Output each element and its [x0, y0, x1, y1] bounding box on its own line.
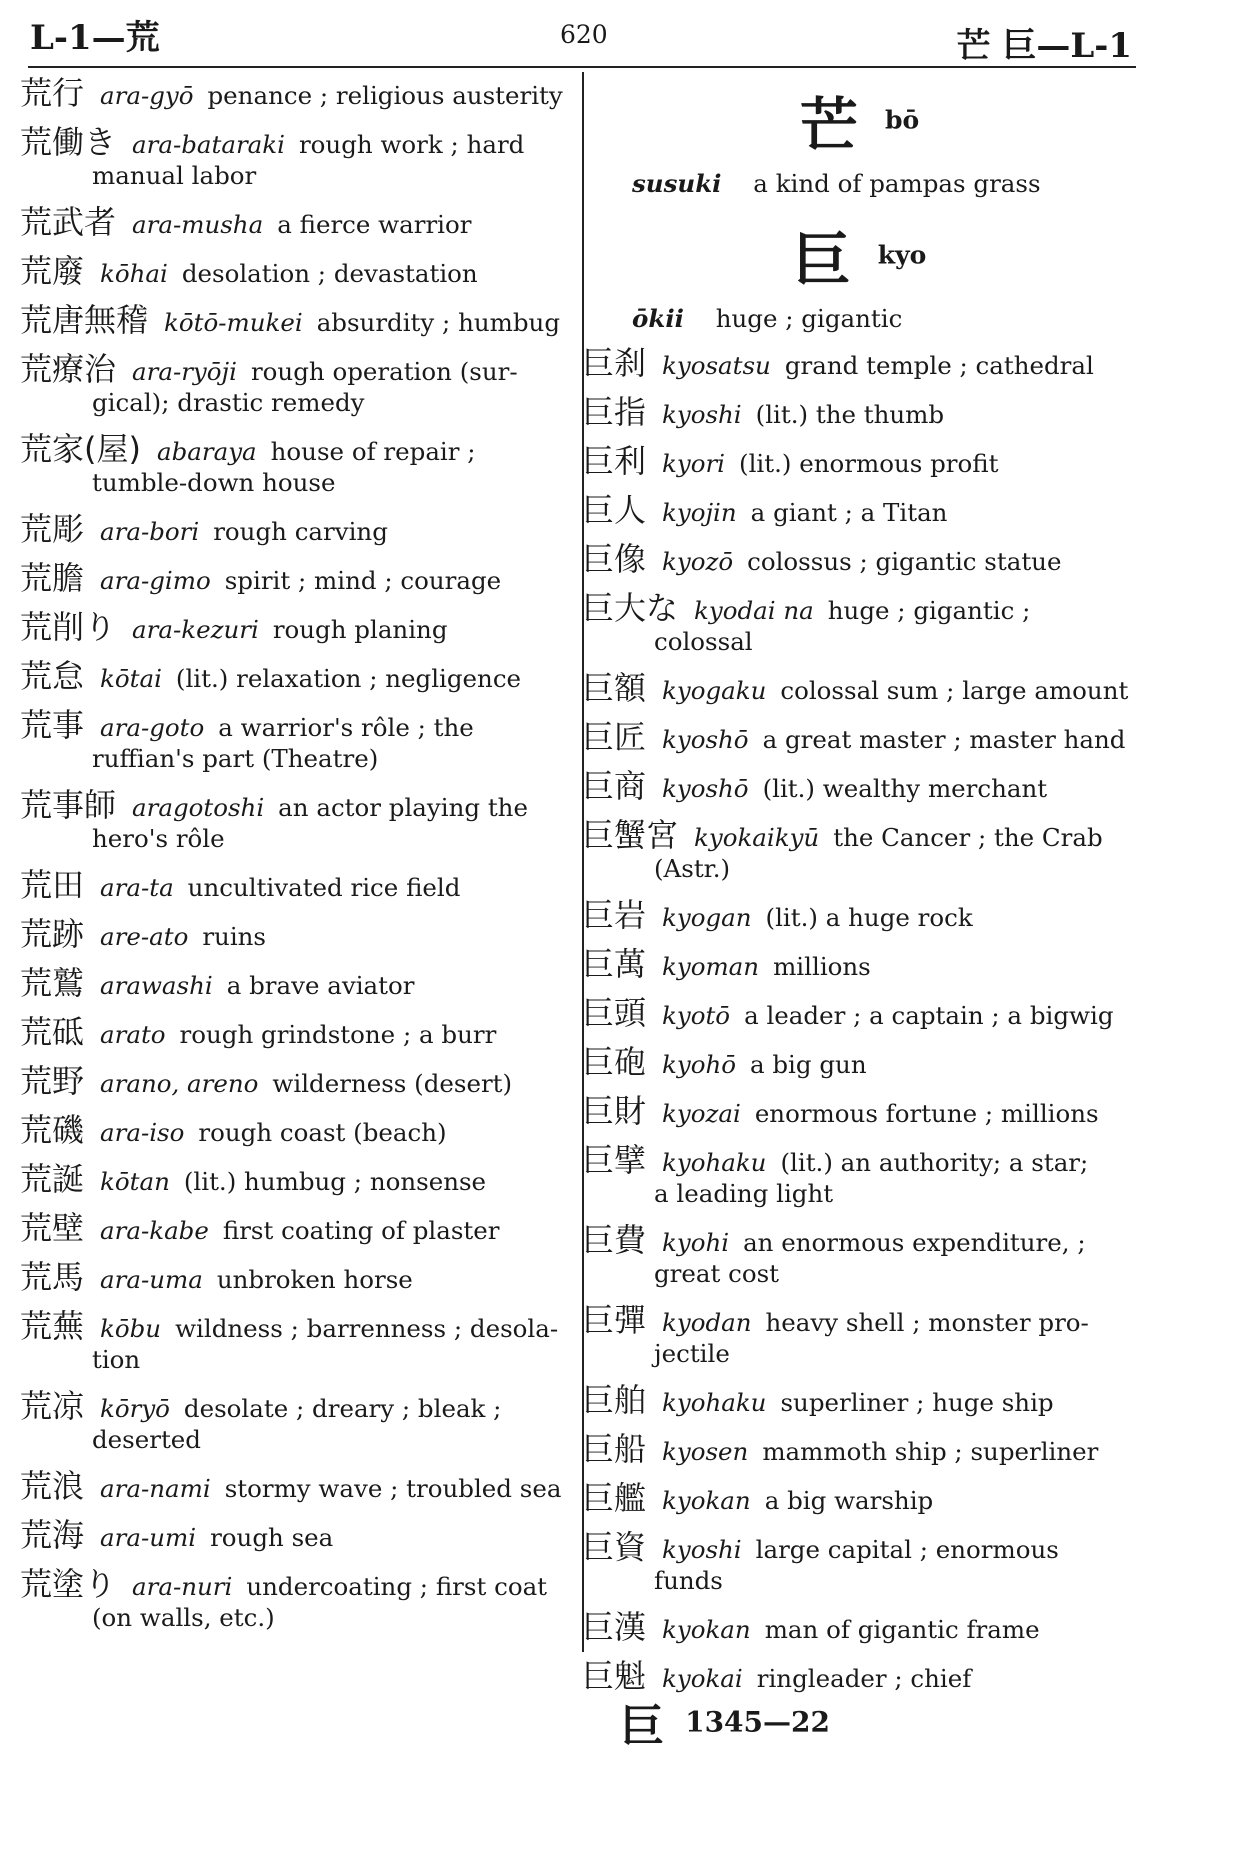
dictionary-entry — [20, 866, 565, 904]
entry-gloss: a great master ; master hand — [762, 725, 1126, 754]
entry-romaji: ara-iso — [100, 1118, 185, 1147]
dictionary-entry — [582, 393, 1137, 431]
entry-gloss-continued: a leading light — [654, 1179, 834, 1208]
right-entry-list — [582, 344, 1137, 1695]
entry-romaji: kyoshi — [662, 1535, 742, 1564]
entry-romaji: ara-kezuri — [132, 615, 259, 644]
entry-kanji: 荒磯 — [20, 1111, 85, 1149]
entry-gloss: first coating of plaster — [222, 1216, 500, 1245]
headword-bo — [582, 78, 1137, 162]
entry-gloss-continued: tion — [92, 1345, 141, 1374]
dictionary-entry — [20, 1013, 565, 1051]
headword-meaning: a kind of pampas grass — [753, 169, 1041, 198]
entry-gloss-continued: tumble-down house — [92, 468, 336, 497]
entry-kanji: 巨匠 — [582, 718, 647, 756]
dictionary-entry — [582, 994, 1137, 1032]
entry-romaji: kyoshō — [662, 774, 749, 803]
header-right-guide: 芒 巨—L-1 — [956, 26, 1132, 66]
dictionary-entry — [582, 816, 1137, 884]
entry-gloss: man of gigantic frame — [764, 1615, 1040, 1644]
entry-kanji: 巨資 — [582, 1528, 647, 1566]
entry-romaji: ara-musha — [132, 210, 264, 239]
dictionary-entry — [20, 915, 565, 953]
dictionary-entry — [20, 510, 565, 548]
entry-kanji: 巨像 — [582, 540, 647, 578]
entry-gloss: wildness ; barrenness ; desola- — [175, 1314, 559, 1343]
dictionary-entry — [582, 491, 1137, 529]
entry-gloss: rough grindstone ; a burr — [179, 1020, 497, 1049]
dictionary-entry — [20, 252, 565, 290]
entry-gloss: rough work ; hard — [298, 130, 525, 159]
dictionary-entry — [582, 589, 1137, 657]
footer-reference — [620, 1690, 830, 1754]
entry-romaji: kyokan — [662, 1486, 751, 1515]
entry-kanji: 荒馬 — [20, 1258, 85, 1296]
entry-gloss: (lit.) the thumb — [755, 400, 945, 429]
dictionary-entry — [20, 123, 565, 191]
entry-kanji: 荒凉 — [20, 1387, 85, 1425]
entry-romaji: ara-gyō — [100, 81, 194, 110]
dictionary-entry — [20, 1258, 565, 1296]
entry-gloss: heavy shell ; monster pro- — [765, 1308, 1089, 1337]
entry-kanji: 荒浪 — [20, 1467, 85, 1505]
entry-kanji: 荒野 — [20, 1062, 85, 1100]
entry-gloss: grand temple ; cathedral — [784, 351, 1094, 380]
entry-kanji: 荒事 — [20, 706, 85, 744]
entry-kanji: 荒塗り — [20, 1565, 117, 1603]
entry-romaji: kyohaku — [662, 1388, 767, 1417]
entry-gloss: huge ; gigantic ; — [827, 596, 1031, 625]
dictionary-entry — [582, 1301, 1137, 1369]
entry-kanji: 巨彈 — [582, 1301, 647, 1339]
entry-kanji: 巨船 — [582, 1430, 647, 1468]
dictionary-entry — [582, 1221, 1137, 1289]
entry-romaji: kyokaikyū — [694, 823, 820, 852]
entry-gloss: rough carving — [213, 517, 388, 546]
entry-kanji: 巨艦 — [582, 1479, 647, 1517]
entry-gloss: ruins — [202, 922, 267, 951]
entry-romaji: kōryō — [100, 1394, 170, 1423]
entry-gloss-continued: gical); drastic remedy — [92, 388, 365, 417]
entry-gloss: rough coast (beach) — [198, 1118, 447, 1147]
dictionary-entry — [20, 1516, 565, 1554]
headword-gloss — [582, 168, 1137, 199]
entry-kanji: 巨萬 — [582, 945, 647, 983]
entry-kanji: 巨大な — [582, 589, 679, 627]
dictionary-entry — [20, 964, 565, 1002]
entry-gloss-continued: (on walls, etc.) — [92, 1603, 275, 1632]
dictionary-entry — [20, 1307, 565, 1375]
entry-kanji: 荒働き — [20, 123, 117, 161]
entry-kanji: 荒誕 — [20, 1160, 85, 1198]
dictionary-entry — [582, 1381, 1137, 1419]
entry-gloss: an enormous expenditure, ; — [743, 1228, 1086, 1257]
entry-romaji: ara-goto — [100, 713, 205, 742]
dictionary-entry — [20, 430, 565, 498]
entry-kanji: 荒武者 — [20, 203, 117, 241]
dictionary-entry — [582, 1430, 1137, 1468]
headword-reading: bō — [884, 105, 920, 135]
entry-kanji: 荒事師 — [20, 786, 117, 824]
headword-kanji: 芒 — [799, 91, 858, 159]
entry-gloss: colossal sum ; large amount — [780, 676, 1129, 705]
entry-romaji: kyoman — [662, 952, 760, 981]
dictionary-entry — [20, 1387, 565, 1455]
entry-gloss: (lit.) wealthy merchant — [762, 774, 1048, 803]
entry-gloss: desolate ; dreary ; bleak ; — [183, 1394, 502, 1423]
entry-gloss: uncultivated rice field — [187, 873, 461, 902]
entry-kanji: 荒鷲 — [20, 964, 85, 1002]
entry-romaji: kyotō — [662, 1001, 731, 1030]
entry-gloss-continued: deserted — [92, 1425, 201, 1454]
dictionary-entry — [20, 1209, 565, 1247]
entry-gloss: penance ; religious austerity — [207, 81, 563, 110]
entry-gloss: colossus ; gigantic statue — [747, 547, 1062, 576]
entry-romaji: kyogaku — [662, 676, 767, 705]
header-rule — [28, 66, 1136, 68]
dictionary-entry — [20, 657, 565, 695]
dictionary-entry — [582, 442, 1137, 480]
dictionary-entry — [20, 203, 565, 241]
entry-kanji: 巨人 — [582, 491, 647, 529]
entry-gloss: ringleader ; chief — [756, 1664, 972, 1693]
entry-romaji: kōhai — [100, 259, 168, 288]
entry-kanji: 荒彫 — [20, 510, 85, 548]
entry-romaji: arawashi — [100, 971, 213, 1000]
entry-kanji: 荒田 — [20, 866, 85, 904]
dictionary-entry — [20, 786, 565, 854]
page-number: 620 — [560, 20, 608, 49]
entry-romaji: aragotoshi — [132, 793, 265, 822]
entry-kanji: 荒跡 — [20, 915, 85, 953]
entry-romaji: kyodan — [662, 1308, 752, 1337]
dictionary-entry — [582, 1043, 1137, 1081]
footer-kanji: 巨 — [620, 1701, 664, 1752]
entry-kanji: 巨商 — [582, 767, 647, 805]
entry-romaji: kyori — [662, 449, 726, 478]
entry-romaji: kyogan — [662, 903, 752, 932]
headword-romaji: ōkii — [632, 304, 684, 333]
dictionary-entry — [20, 1062, 565, 1100]
dictionary-entry — [20, 1111, 565, 1149]
entry-kanji: 巨利 — [582, 442, 647, 480]
headword-kyo — [582, 213, 1137, 297]
entry-romaji: abaraya — [156, 437, 257, 466]
dictionary-entry — [582, 1479, 1137, 1517]
entry-kanji: 荒療治 — [20, 350, 117, 388]
entry-kanji: 巨刹 — [582, 344, 647, 382]
entry-romaji: kyohō — [662, 1050, 736, 1079]
headword-romaji: susuki — [632, 169, 722, 198]
entry-romaji: kōbu — [100, 1314, 162, 1343]
entry-gloss: (lit.) an authority; a star; — [780, 1148, 1089, 1177]
dictionary-entry — [20, 74, 565, 112]
dictionary-entry — [582, 1141, 1137, 1209]
entry-romaji: arano, areno — [100, 1069, 259, 1098]
dictionary-entry — [582, 1528, 1137, 1596]
entry-kanji: 巨額 — [582, 669, 647, 707]
entry-romaji: kyozai — [662, 1099, 741, 1128]
entry-romaji: kyoshō — [662, 725, 749, 754]
dictionary-entry — [20, 1467, 565, 1505]
entry-gloss: enormous fortune ; millions — [754, 1099, 1099, 1128]
entry-romaji: ara-bataraki — [132, 130, 285, 159]
dictionary-entry — [20, 1565, 565, 1633]
entry-romaji: ara-gimo — [100, 566, 211, 595]
entry-gloss: spirit ; mind ; courage — [224, 566, 502, 595]
entry-kanji: 巨舶 — [582, 1381, 647, 1419]
entry-kanji: 荒削り — [20, 608, 117, 646]
entry-gloss: rough planing — [272, 615, 448, 644]
entry-gloss: (lit.) enormous profit — [739, 449, 999, 478]
headword-meaning: huge ; gigantic — [715, 304, 903, 333]
entry-romaji: kyokai — [662, 1664, 743, 1693]
entry-kanji: 巨岩 — [582, 896, 647, 934]
dictionary-entry — [582, 669, 1137, 707]
entry-kanji: 荒唐無稽 — [20, 301, 149, 339]
entry-kanji: 荒廢 — [20, 252, 85, 290]
entry-kanji: 巨指 — [582, 393, 647, 431]
entry-gloss: (lit.) a huge rock — [765, 903, 973, 932]
headword-kanji: 巨 — [792, 226, 851, 294]
headword-reading: kyo — [877, 240, 927, 270]
page-header — [0, 0, 1247, 72]
entry-gloss: stormy wave ; troubled sea — [224, 1474, 562, 1503]
footer-code: 1345—22 — [685, 1705, 830, 1739]
entry-romaji: kyokan — [662, 1615, 751, 1644]
dictionary-entry — [20, 301, 565, 339]
dictionary-entry — [582, 1092, 1137, 1130]
entry-gloss: a brave aviator — [226, 971, 415, 1000]
dictionary-entry — [582, 540, 1137, 578]
dictionary-entry — [20, 1160, 565, 1198]
dictionary-entry — [582, 896, 1137, 934]
entry-gloss: absurdity ; humbug — [316, 308, 561, 337]
entry-romaji: are-ato — [100, 922, 189, 951]
left-column — [20, 74, 565, 1649]
entry-kanji: 荒怠 — [20, 657, 85, 695]
entry-gloss: superliner ; huge ship — [780, 1388, 1054, 1417]
entry-romaji: ara-umi — [100, 1523, 197, 1552]
entry-gloss-continued: funds — [654, 1566, 723, 1595]
entry-romaji: kōtan — [100, 1167, 170, 1196]
entry-gloss: unbroken horse — [216, 1265, 413, 1294]
entry-kanji: 荒砥 — [20, 1013, 85, 1051]
entry-kanji: 荒膽 — [20, 559, 85, 597]
entry-romaji: kyohaku — [662, 1148, 767, 1177]
entry-kanji: 荒海 — [20, 1516, 85, 1554]
entry-gloss: mammoth ship ; superliner — [762, 1437, 1099, 1466]
entry-gloss: rough sea — [210, 1523, 334, 1552]
entry-romaji: kyosen — [662, 1437, 749, 1466]
dictionary-entry — [20, 559, 565, 597]
entry-romaji: kyodai na — [694, 596, 814, 625]
entry-romaji: kōtō-mukei — [164, 308, 303, 337]
entry-gloss: a warrior's rôle ; the — [218, 713, 474, 742]
entry-romaji: kyozō — [662, 547, 734, 576]
entry-gloss: a giant ; a Titan — [750, 498, 948, 527]
entry-romaji: arato — [100, 1020, 166, 1049]
entry-romaji: kyohi — [662, 1228, 730, 1257]
entry-kanji: 巨費 — [582, 1221, 647, 1259]
entry-kanji: 巨頭 — [582, 994, 647, 1032]
entry-gloss: house of repair ; — [270, 437, 476, 466]
entry-gloss-continued: colossal — [654, 627, 753, 656]
entry-romaji: ara-ta — [100, 873, 174, 902]
entry-kanji: 巨蟹宮 — [582, 816, 679, 854]
entry-gloss: undercoating ; first coat — [246, 1572, 548, 1601]
entry-kanji: 巨財 — [582, 1092, 647, 1130]
entry-gloss: rough operation (sur- — [250, 357, 518, 386]
entry-gloss: a big gun — [749, 1050, 867, 1079]
entry-gloss: millions — [773, 952, 871, 981]
entry-romaji: ara-kabe — [100, 1216, 209, 1245]
entry-kanji: 巨漢 — [582, 1608, 647, 1646]
entry-gloss-continued: ruffian's part (Theatre) — [92, 744, 379, 773]
dictionary-entry — [582, 718, 1137, 756]
entry-gloss-continued: jectile — [654, 1339, 730, 1368]
entry-romaji: ara-ryōji — [132, 357, 237, 386]
entry-romaji: kyoshi — [662, 400, 742, 429]
entry-romaji: ara-uma — [100, 1265, 203, 1294]
entry-gloss: large capital ; enormous — [755, 1535, 1059, 1564]
header-left-guide: L-1—荒 — [30, 18, 160, 58]
entry-kanji: 巨砲 — [582, 1043, 647, 1081]
entry-gloss: (lit.) relaxation ; negligence — [175, 664, 522, 693]
dictionary-entry — [582, 344, 1137, 382]
entry-romaji: ara-nami — [100, 1474, 211, 1503]
right-column — [582, 78, 1137, 1710]
entry-romaji: kyosatsu — [662, 351, 771, 380]
entry-kanji: 巨擘 — [582, 1141, 647, 1179]
entry-gloss: wilderness (desert) — [272, 1069, 513, 1098]
entry-gloss: a leader ; a captain ; a bigwig — [744, 1001, 1114, 1030]
entry-kanji: 荒家(屋) — [20, 430, 141, 468]
entry-romaji: kōtai — [100, 664, 162, 693]
entry-gloss: (lit.) humbug ; nonsense — [183, 1167, 487, 1196]
entry-gloss: the Cancer ; the Crab — [833, 823, 1103, 852]
entry-kanji: 荒蕪 — [20, 1307, 85, 1345]
entry-gloss-continued: manual labor — [92, 161, 257, 190]
dictionary-entry — [582, 1608, 1137, 1646]
entry-gloss: a big warship — [764, 1486, 934, 1515]
entry-gloss: desolation ; devastation — [181, 259, 478, 288]
entry-gloss: an actor playing the — [278, 793, 528, 822]
entry-gloss: a fierce warrior — [277, 210, 472, 239]
entry-gloss-continued: great cost — [654, 1259, 780, 1288]
entry-romaji: ara-bori — [100, 517, 200, 546]
entry-romaji: ara-nuri — [132, 1572, 233, 1601]
entry-kanji: 荒行 — [20, 74, 85, 112]
dictionary-entry — [20, 706, 565, 774]
headword-gloss — [582, 303, 1137, 334]
entry-gloss-continued: hero's rôle — [92, 824, 225, 853]
dictionary-entry — [20, 350, 565, 418]
entry-kanji: 巨魁 — [582, 1657, 647, 1695]
entry-romaji: kyojin — [662, 498, 737, 527]
entry-kanji: 荒壁 — [20, 1209, 85, 1247]
dictionary-entry — [582, 945, 1137, 983]
dictionary-entry — [582, 767, 1137, 805]
entry-gloss-continued: (Astr.) — [654, 854, 731, 883]
dictionary-entry — [20, 608, 565, 646]
